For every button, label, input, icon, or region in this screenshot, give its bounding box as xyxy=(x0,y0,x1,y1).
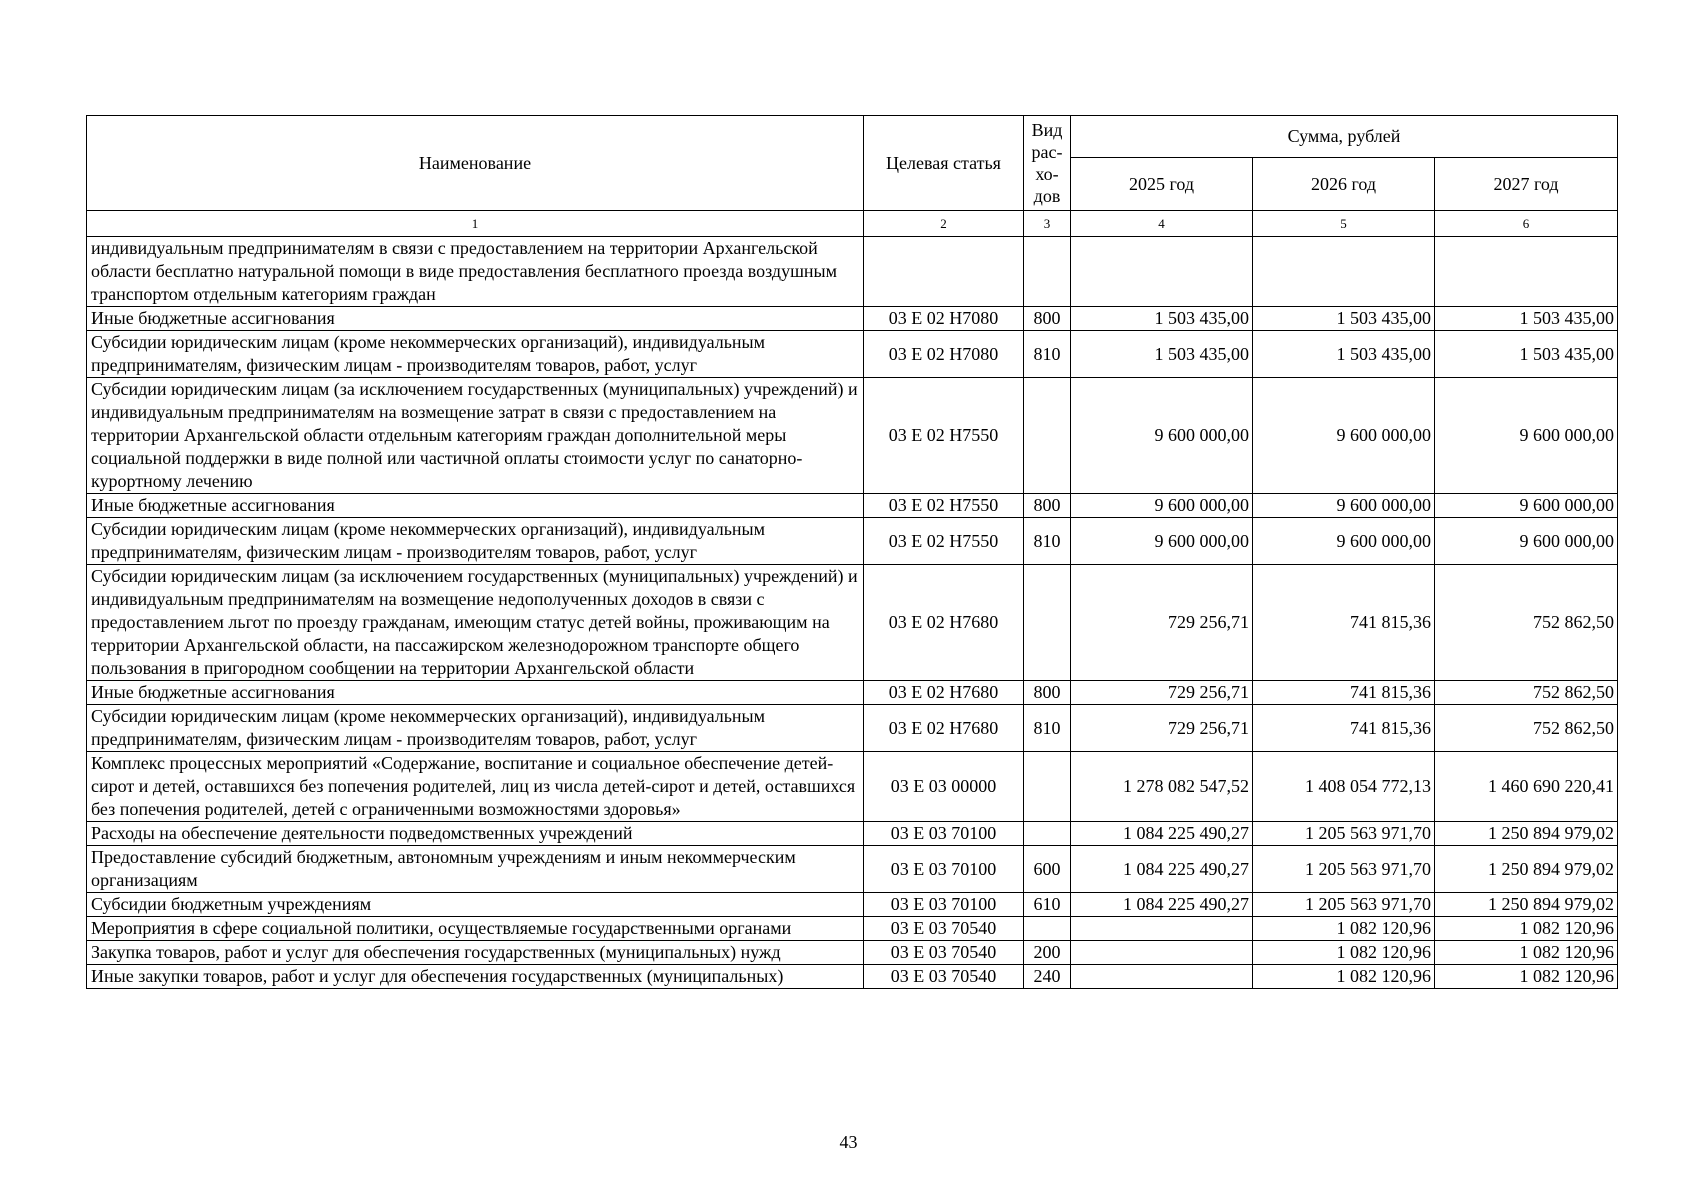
row-target-article xyxy=(864,237,1024,307)
row-name: Иные бюджетные ассигнования xyxy=(87,307,864,331)
header-target-article: Целевая статья xyxy=(864,116,1024,211)
row-target-article: 03 Е 03 70540 xyxy=(864,917,1024,941)
row-amount-2025 xyxy=(1071,941,1253,965)
row-amount-2027: 1 503 435,00 xyxy=(1435,307,1618,331)
row-amount-2025: 1 503 435,00 xyxy=(1071,331,1253,378)
row-expense-kind: 200 xyxy=(1024,941,1071,965)
row-amount-2025 xyxy=(1071,917,1253,941)
row-amount-2026: 1 082 120,96 xyxy=(1253,941,1435,965)
row-amount-2027: 1 082 120,96 xyxy=(1435,917,1618,941)
row-amount-2026: 1 205 563 971,70 xyxy=(1253,822,1435,846)
row-amount-2026: 9 600 000,00 xyxy=(1253,518,1435,565)
row-amount-2027: 9 600 000,00 xyxy=(1435,378,1618,494)
row-target-article: 03 Е 02 Н7680 xyxy=(864,681,1024,705)
row-name: Закупка товаров, работ и услуг для обеспечения государственных (муниципальных) нужд xyxy=(87,941,864,965)
row-amount-2027 xyxy=(1435,237,1618,307)
row-amount-2026: 1 082 120,96 xyxy=(1253,965,1435,989)
row-amount-2026: 9 600 000,00 xyxy=(1253,378,1435,494)
row-target-article: 03 Е 02 Н7080 xyxy=(864,331,1024,378)
row-expense-kind: 800 xyxy=(1024,494,1071,518)
row-amount-2025: 729 256,71 xyxy=(1071,705,1253,752)
budget-table xyxy=(86,115,1618,989)
row-expense-kind: 240 xyxy=(1024,965,1071,989)
row-amount-2027: 1 503 435,00 xyxy=(1435,331,1618,378)
row-amount-2027: 752 862,50 xyxy=(1435,705,1618,752)
row-name: Субсидии юридическим лицам (за исключением государственных (муниципальных) учреждений) и индивидуальным предпринимателям на возмещение затрат в связи с предоставлением на территории Архангельской области отдельным категориям граждан дополнительной меры социальной поддержки в виде полной или частичной оплаты стоимости услуг по санаторно-курортному лечению xyxy=(87,378,864,494)
row-amount-2026: 1 503 435,00 xyxy=(1253,307,1435,331)
column-number: 4 xyxy=(1071,211,1253,237)
row-amount-2027: 1 250 894 979,02 xyxy=(1435,846,1618,893)
row-amount-2027: 1 250 894 979,02 xyxy=(1435,822,1618,846)
row-amount-2025: 1 084 225 490,27 xyxy=(1071,846,1253,893)
table-row xyxy=(87,917,1618,941)
row-name: Иные закупки товаров, работ и услуг для обеспечения государственных (муниципальных) xyxy=(87,965,864,989)
row-expense-kind xyxy=(1024,822,1071,846)
row-expense-kind xyxy=(1024,752,1071,822)
row-amount-2025: 9 600 000,00 xyxy=(1071,494,1253,518)
column-number: 2 xyxy=(864,211,1024,237)
row-target-article: 03 Е 03 70100 xyxy=(864,822,1024,846)
row-amount-2025: 1 084 225 490,27 xyxy=(1071,893,1253,917)
row-amount-2027: 9 600 000,00 xyxy=(1435,494,1618,518)
row-target-article: 03 Е 02 Н7080 xyxy=(864,307,1024,331)
row-amount-2025: 1 278 082 547,52 xyxy=(1071,752,1253,822)
row-amount-2025: 1 503 435,00 xyxy=(1071,307,1253,331)
row-amount-2026: 1 205 563 971,70 xyxy=(1253,846,1435,893)
row-expense-kind: 810 xyxy=(1024,331,1071,378)
row-expense-kind: 610 xyxy=(1024,893,1071,917)
row-amount-2026: 1 408 054 772,13 xyxy=(1253,752,1435,822)
row-amount-2027: 1 082 120,96 xyxy=(1435,965,1618,989)
row-name: Субсидии юридическим лицам (кроме некоммерческих организаций), индивидуальным предпринимателям, физическим лицам - производителям товаров, работ, услуг xyxy=(87,518,864,565)
row-amount-2027: 1 460 690 220,41 xyxy=(1435,752,1618,822)
row-name: индивидуальным предпринимателям в связи с предоставлением на территории Архангельской области бесплатно натуральной помощи в виде предоставления бесплатного проезда воздушным транспортом отдельным категориям граждан xyxy=(87,237,864,307)
row-amount-2025: 729 256,71 xyxy=(1071,681,1253,705)
row-name: Мероприятия в сфере социальной политики, осуществляемые государственными органами xyxy=(87,917,864,941)
table-row xyxy=(87,565,1618,681)
row-expense-kind: 800 xyxy=(1024,681,1071,705)
row-name: Иные бюджетные ассигнования xyxy=(87,681,864,705)
table-body xyxy=(87,237,1618,989)
row-amount-2025: 1 084 225 490,27 xyxy=(1071,822,1253,846)
row-amount-2026: 1 503 435,00 xyxy=(1253,331,1435,378)
row-amount-2025 xyxy=(1071,237,1253,307)
page-number: 43 xyxy=(839,1132,858,1152)
header-year-2027: 2027 год xyxy=(1435,158,1618,211)
row-name: Субсидии юридическим лицам (кроме некоммерческих организаций), индивидуальным предпринимателям, физическим лицам - производителям товаров, работ, услуг xyxy=(87,331,864,378)
row-expense-kind: 800 xyxy=(1024,307,1071,331)
row-target-article: 03 Е 02 Н7550 xyxy=(864,494,1024,518)
row-amount-2027: 752 862,50 xyxy=(1435,681,1618,705)
row-name: Субсидии бюджетным учреждениям xyxy=(87,893,864,917)
header-name: Наименование xyxy=(87,116,864,211)
table-row xyxy=(87,965,1618,989)
table-row xyxy=(87,331,1618,378)
row-target-article: 03 Е 02 Н7550 xyxy=(864,518,1024,565)
table-row xyxy=(87,681,1618,705)
table-row xyxy=(87,941,1618,965)
row-expense-kind: 600 xyxy=(1024,846,1071,893)
row-name: Комплекс процессных мероприятий «Содержание, воспитание и социальное обеспечение детей-сирот и детей, оставшихся без попечения родителей, лиц из числа детей-сирот и детей, оставшихся без попечения родителей, детей с ограниченными возможностями здоровья» xyxy=(87,752,864,822)
row-target-article: 03 Е 02 Н7680 xyxy=(864,565,1024,681)
row-amount-2025: 729 256,71 xyxy=(1071,565,1253,681)
row-expense-kind xyxy=(1024,565,1071,681)
table-row xyxy=(87,822,1618,846)
row-target-article: 03 Е 03 00000 xyxy=(864,752,1024,822)
row-name: Предоставление субсидий бюджетным, автономным учреждениям и иным некоммерческим организациям xyxy=(87,846,864,893)
row-expense-kind xyxy=(1024,378,1071,494)
column-number: 6 xyxy=(1435,211,1618,237)
budget-table-page xyxy=(86,115,1617,989)
row-name: Расходы на обеспечение деятельности подведомственных учреждений xyxy=(87,822,864,846)
header-row-top xyxy=(87,116,1618,158)
row-target-article: 03 Е 03 70540 xyxy=(864,941,1024,965)
row-expense-kind: 810 xyxy=(1024,705,1071,752)
table-row xyxy=(87,494,1618,518)
row-expense-kind xyxy=(1024,237,1071,307)
row-amount-2025 xyxy=(1071,965,1253,989)
row-amount-2026: 741 815,36 xyxy=(1253,565,1435,681)
row-expense-kind: 810 xyxy=(1024,518,1071,565)
table-row xyxy=(87,378,1618,494)
row-amount-2027: 752 862,50 xyxy=(1435,565,1618,681)
row-amount-2027: 9 600 000,00 xyxy=(1435,518,1618,565)
row-amount-2025: 9 600 000,00 xyxy=(1071,518,1253,565)
row-amount-2025: 9 600 000,00 xyxy=(1071,378,1253,494)
row-amount-2026: 9 600 000,00 xyxy=(1253,494,1435,518)
row-target-article: 03 Е 03 70540 xyxy=(864,965,1024,989)
header-expense-kind: Вид рас- хо- дов xyxy=(1024,116,1071,211)
table-row xyxy=(87,237,1618,307)
row-name: Иные бюджетные ассигнования xyxy=(87,494,864,518)
row-target-article: 03 Е 02 Н7680 xyxy=(864,705,1024,752)
table-row xyxy=(87,893,1618,917)
row-amount-2027: 1 250 894 979,02 xyxy=(1435,893,1618,917)
row-amount-2026: 741 815,36 xyxy=(1253,705,1435,752)
column-number: 3 xyxy=(1024,211,1071,237)
table-row xyxy=(87,846,1618,893)
column-number: 1 xyxy=(87,211,864,237)
row-expense-kind xyxy=(1024,917,1071,941)
row-amount-2027: 1 082 120,96 xyxy=(1435,941,1618,965)
header-year-2026: 2026 год xyxy=(1253,158,1435,211)
row-target-article: 03 Е 03 70100 xyxy=(864,846,1024,893)
row-amount-2026: 1 205 563 971,70 xyxy=(1253,893,1435,917)
row-name: Субсидии юридическим лицам (кроме некоммерческих организаций), индивидуальным предпринимателям, физическим лицам - производителям товаров, работ, услуг xyxy=(87,705,864,752)
row-name: Субсидии юридическим лицам (за исключением государственных (муниципальных) учреждений) и индивидуальным предпринимателям на возмещение недополученных доходов в связи с предоставлением льгот по проезду гражданам, имеющим статус детей войны, проживающим на территории Архангельской области, на пассажирском железнодорожном транспорте общего пользования в пригородном сообщении на территории Архангельской области xyxy=(87,565,864,681)
table-row xyxy=(87,307,1618,331)
column-number-row xyxy=(87,211,1618,237)
row-amount-2026: 741 815,36 xyxy=(1253,681,1435,705)
table-row xyxy=(87,752,1618,822)
row-amount-2026 xyxy=(1253,237,1435,307)
table-row xyxy=(87,518,1618,565)
column-number: 5 xyxy=(1253,211,1435,237)
header-year-2025: 2025 год xyxy=(1071,158,1253,211)
table-row xyxy=(87,705,1618,752)
row-target-article: 03 Е 02 Н7550 xyxy=(864,378,1024,494)
row-target-article: 03 Е 03 70100 xyxy=(864,893,1024,917)
header-sum: Сумма, рублей xyxy=(1071,116,1618,158)
row-amount-2026: 1 082 120,96 xyxy=(1253,917,1435,941)
